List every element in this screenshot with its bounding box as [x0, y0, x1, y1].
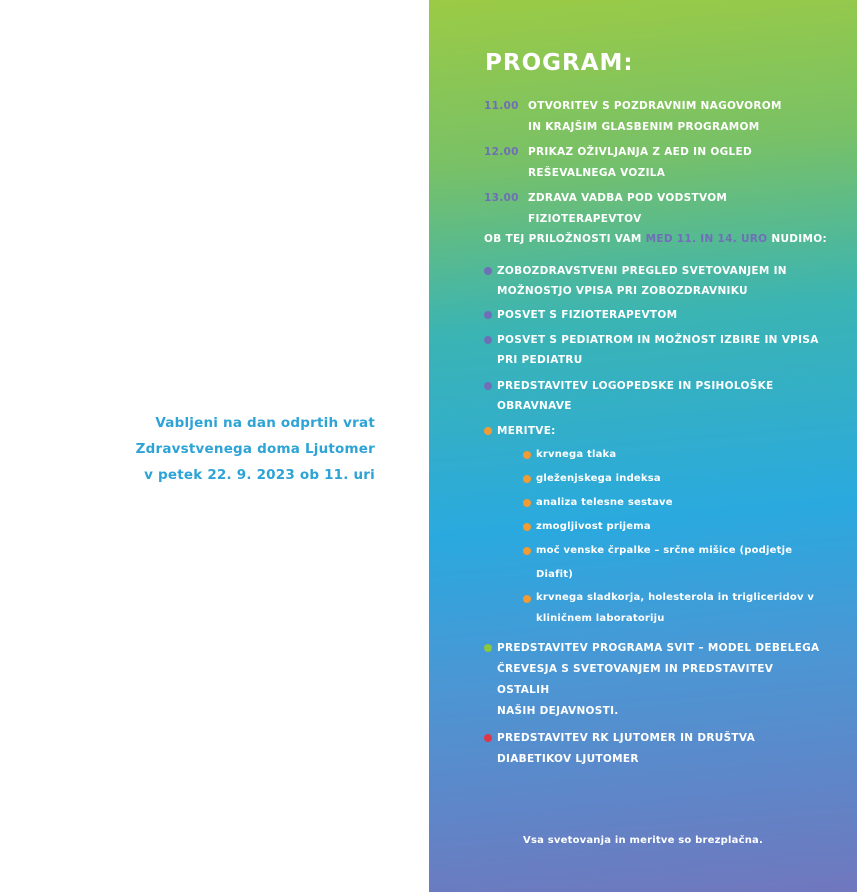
- measurement-item: [523, 467, 823, 491]
- measurement-item: [523, 539, 823, 587]
- schedule-activity: [528, 142, 824, 184]
- measurement-line: krvnega sladkorja, holesterola in trigliceridov v: [536, 592, 815, 603]
- bullet-dot-icon: [484, 311, 492, 319]
- service-line: POSVET S PEDIATROM IN MOŽNOST IZBIRE IN VPISA: [497, 334, 819, 346]
- service-line: POSVET S FIZIOTERAPEVTOM: [497, 309, 678, 321]
- service-item: [484, 305, 824, 325]
- svit-line: NAŠIH DEJAVNOSTI.: [497, 705, 619, 717]
- program-panel: [429, 0, 857, 892]
- schedule-activity-line: ZDRAVA VADBA POD VODSTVOM FIZIOTERAPEVTOV: [528, 192, 728, 225]
- bullet-dot-icon: [484, 382, 492, 390]
- schedule-time: 12.00: [484, 146, 519, 158]
- invitation-text: [45, 410, 375, 488]
- svit-section: [484, 638, 824, 722]
- service-line: MOŽNOSTJO VPISA PRI ZOBOZDRAVNIKU: [497, 285, 748, 297]
- rk-item: [484, 728, 824, 770]
- bullet-dot-icon: [523, 595, 531, 603]
- service-line: PRI PEDIATRU: [497, 354, 583, 366]
- invitation-line-2: Zdravstvenega doma Ljutomer: [135, 441, 375, 457]
- bullet-dot-icon: [523, 451, 531, 459]
- bullet-dot-icon: [523, 499, 531, 507]
- offer-prefix: OB TEJ PRILOŽNOSTI VAM: [484, 233, 642, 245]
- service-line: PREDSTAVITEV LOGOPEDSKE IN PSIHOLOŠKE OBRAVNAVE: [497, 380, 774, 412]
- svit-line: PREDSTAVITEV PROGRAMA SVIT – MODEL DEBELEGA: [497, 642, 820, 654]
- bullet-dot-icon: [523, 475, 531, 483]
- bullet-dot-icon: [484, 734, 492, 742]
- service-item: [484, 376, 824, 416]
- measurement-line: moč venske črpalke – srčne mišice (podjetje Diafit): [536, 545, 793, 580]
- schedule-item: [484, 188, 824, 230]
- service-line: ZOBOZDRAVSTVENI PREGLED SVETOVANJEM IN: [497, 265, 787, 277]
- bullet-dot-icon: [523, 547, 531, 555]
- services-list: [484, 261, 824, 416]
- bullet-dot-icon: [484, 267, 492, 275]
- measurement-line: gleženjskega indeksa: [536, 473, 661, 484]
- schedule-time: 11.00: [484, 100, 519, 112]
- measurement-item: [523, 443, 823, 467]
- bullet-dot-icon: [523, 523, 531, 531]
- offer-intro: [484, 229, 827, 249]
- program-title: PROGRAM:: [485, 50, 634, 76]
- schedule-item: [484, 142, 824, 184]
- measurement-line: krvnega tlaka: [536, 449, 617, 460]
- measurements-title-item: [484, 421, 824, 441]
- measurements-list: [523, 443, 823, 629]
- offer-suffix: NUDIMO:: [771, 233, 827, 245]
- rk-line: DIABETIKOV LJUTOMER: [497, 753, 639, 765]
- measurement-item: [523, 587, 823, 629]
- schedule-activity: [528, 188, 824, 230]
- offer-hours: MED 11. IN 14. URO: [645, 233, 768, 245]
- measurements-title: MERITVE:: [497, 425, 556, 437]
- schedule-activity-line: OTVORITEV S POZDRAVNIM NAGOVOROM: [528, 100, 782, 112]
- bullet-dot-icon: [484, 644, 492, 652]
- measurement-line: zmogljivost prijema: [536, 521, 651, 532]
- rk-section: [484, 728, 824, 770]
- measurement-item: [523, 491, 823, 515]
- bullet-dot-icon: [484, 427, 492, 435]
- rk-line: PREDSTAVITEV RK LJUTOMER IN DRUŠTVA: [497, 732, 756, 744]
- footer-note: Vsa svetovanja in meritve so brezplačna.: [523, 835, 763, 846]
- schedule-time: 13.00: [484, 192, 519, 204]
- measurements-heading: [484, 421, 824, 441]
- measurement-line: analiza telesne sestave: [536, 497, 673, 508]
- svit-line: ČREVESJA S SVETOVANJEM IN PREDSTAVITEV OSTALIH: [497, 663, 774, 696]
- measurement-line: kliničnem laboratoriju: [536, 613, 665, 624]
- service-item: [484, 261, 824, 301]
- measurement-item: [523, 515, 823, 539]
- schedule: [484, 96, 824, 234]
- service-item: [484, 330, 824, 370]
- schedule-activity-line: PRIKAZ OŽIVLJANJA Z AED IN OGLED: [528, 146, 753, 158]
- invitation-line-1: Vabljeni na dan odprtih vrat: [155, 415, 375, 431]
- schedule-item: [484, 96, 824, 138]
- schedule-activity-line: REŠEVALNEGA VOZILA: [528, 167, 666, 179]
- bullet-dot-icon: [484, 336, 492, 344]
- schedule-activity-line: IN KRAJŠIM GLASBENIM PROGRAMOM: [528, 121, 760, 133]
- invitation-line-3: v petek 22. 9. 2023 ob 11. uri: [144, 467, 375, 483]
- schedule-activity: [528, 96, 824, 138]
- svit-item: [484, 638, 824, 722]
